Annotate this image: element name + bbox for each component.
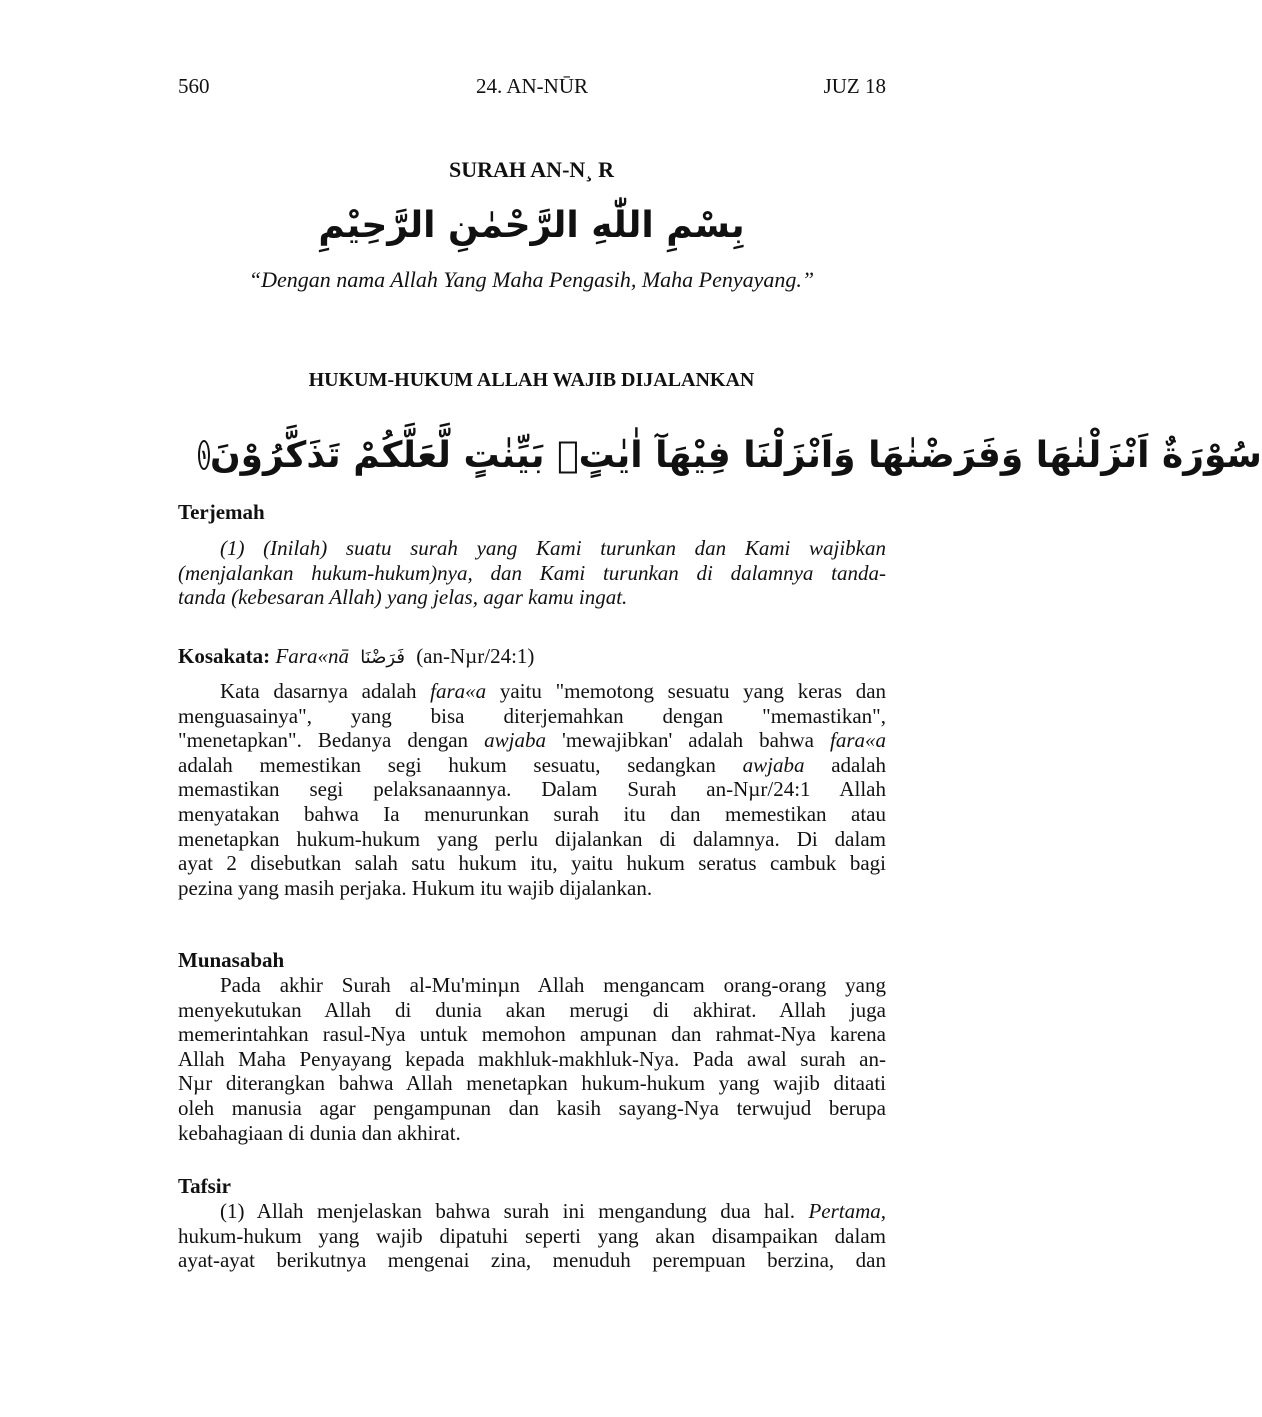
kosakata-line: adalah memestikan segi hukum sesuatu, sedangkan awjaba adalah: [178, 752, 887, 777]
tafsir-line: (1) Allah menjelaskan bahwa surah ini mengandung dua hal. Pertama,: [220, 1199, 887, 1223]
tafsir-line: hukum-hukum yang wajib dipatuhi seperti yang akan disampaikan dalam: [178, 1223, 886, 1248]
terjemah-line: tanda (kebesaran Allah) yang jelas, agar kamu ingat.: [178, 585, 628, 610]
munasabah-line: Pada akhir Surah al-Mu'minµn Allah mengancam orang-orang yang: [220, 973, 886, 997]
munasabah-line: oleh manusia agar pengampunan dan kasih sayang-Nya terwujud berupa: [178, 1095, 886, 1120]
kosakata-line: "menetapkan". Bedanya dengan awjaba 'mewajibkan' adalah bahwa fara«a: [178, 728, 887, 753]
munasabah-heading: Munasabah: [178, 948, 285, 972]
kosakata-term: Fara«nā: [275, 644, 349, 668]
section-heading: HUKUM-HUKUM ALLAH WAJIB DIJALANKAN: [308, 369, 755, 391]
basmala-arabic: بِسْمِ اللّٰهِ الرَّحْمٰنِ الرَّحِيْمِ: [318, 205, 745, 246]
running-header: [178, 74, 886, 104]
kosakata-line: pezina yang masih perjaka. Hukum itu wajib dijalankan.: [178, 875, 653, 900]
ayah-arabic: سُوْرَةٌ اَنْزَلْنٰهَا وَفَرَضْنٰهَا وَاَنْزَلْنَا فِيْهَآ اٰيٰتٍۢ بَيِّنٰتٍ لَّعَلَّكُمْ تَذَكَّرُوْنَ: [209, 434, 1262, 476]
kosakata-reference: (an-Nµr/24:1): [416, 644, 535, 668]
tafsir-heading: Tafsir: [178, 1174, 231, 1198]
munasabah-line: memerintahkan rasul-Nya untuk memohon ampunan dan rahmat-Nya karena: [178, 1022, 886, 1047]
munasabah-line: Allah Maha Penyayang kepada makhluk-makhluk-Nya. Pada awal surah an-: [178, 1046, 886, 1071]
chapter-title: 24. AN-NŪR: [475, 74, 588, 98]
kosakata-line: menetapkan hukum-hukum yang perlu dijalankan di dalamnya. Di dalam: [178, 826, 886, 851]
tafsir-line: ayat-ayat berikutnya mengenai zina, menuduh perempuan berzina, dan: [178, 1248, 886, 1273]
terjemah-text: [178, 536, 886, 610]
kosakata-line: menyatakan bahwa Ia menurunkan surah itu dan memestikan atau: [178, 801, 886, 826]
munasabah-line: kebahagiaan di dunia dan akhirat.: [178, 1120, 461, 1145]
surah-title: SURAH AN-N¸ R: [449, 157, 614, 182]
terjemah-line: (1) (Inilah) suatu surah yang Kami turunkan dan Kami wajibkan: [220, 536, 886, 560]
munasabah-line: Nµr diterangkan bahwa Allah menetapkan hukum-hukum yang wajib ditaati: [178, 1071, 886, 1096]
kosakata-text: [178, 679, 886, 900]
ayah-block: [198, 420, 1262, 490]
basmala-translation: “Dengan nama Allah Yang Maha Pengasih, Maha Penyayang.”: [248, 267, 815, 292]
tafsir-text: [178, 1199, 886, 1273]
kosakata-label: Kosakata:: [178, 644, 271, 668]
page-number: 560: [178, 74, 210, 98]
ayah-number-marker: ١: [198, 440, 210, 470]
kosakata-line: memastikan segi pelaksanaannya. Dalam Surah an-Nµr/24:1 Allah: [178, 777, 886, 802]
juz-label: JUZ 18: [823, 74, 886, 98]
munasabah-text: [178, 973, 886, 1145]
kosakata-heading-line: [178, 644, 534, 669]
terjemah-line: (menjalankan hukum-hukum)nya, dan Kami turunkan di dalamnya tanda-: [178, 560, 886, 585]
kosakata-line: ayat 2 disebutkan salah satu hukum itu, yaitu hukum seratus cambuk bagi: [178, 851, 886, 876]
terjemah-heading: Terjemah: [178, 500, 265, 524]
kosakata-arabic: فَرَضْنَا: [360, 647, 405, 668]
kosakata-line: menguasainya", yang bisa diterjemahkan dengan "memastikan",: [178, 703, 886, 728]
munasabah-line: menyekutukan Allah di dunia akan merugi di akhirat. Allah juga: [178, 997, 886, 1022]
kosakata-line: Kata dasarnya adalah fara«a yaitu "memotong sesuatu yang keras dan: [220, 679, 887, 703]
